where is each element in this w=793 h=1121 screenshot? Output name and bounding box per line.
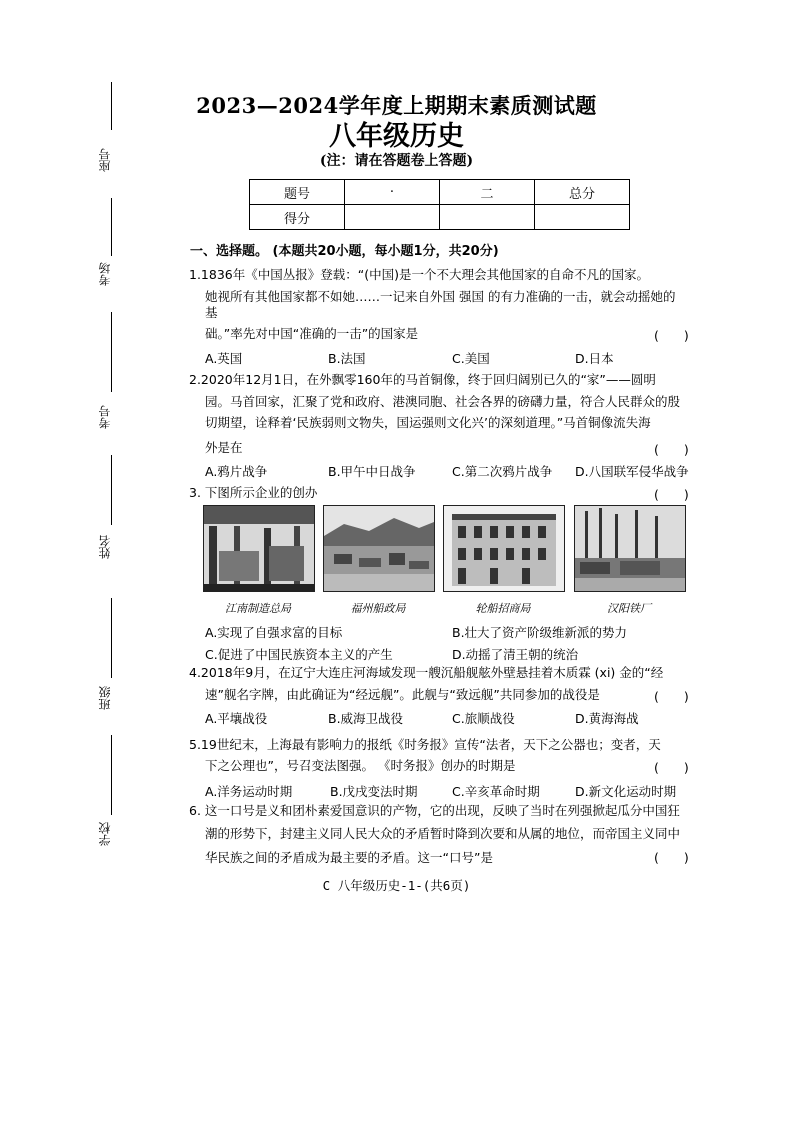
q1-option: B.法国	[328, 351, 366, 366]
score-table-header-row	[250, 180, 630, 205]
q4-option: D.黄海海战	[575, 711, 639, 726]
q3-option: A.实现了自强求富的目标	[205, 625, 343, 640]
score-table-cell: 二	[440, 180, 535, 205]
q6-line: 6. 这一口号是义和团朴素爱国意识的产物，它的出现，反映了当时在列强掀起瓜分中国狂	[189, 803, 680, 818]
margin-line	[111, 312, 112, 392]
answer-paren: ( )	[654, 760, 689, 775]
score-table-blank	[440, 205, 535, 230]
margin-label-name: 姓名	[98, 535, 112, 559]
q1-option: D.日本	[575, 351, 614, 366]
score-table	[249, 179, 630, 230]
q2-line: 外是在	[205, 440, 243, 455]
q1-option: C.美国	[452, 351, 490, 366]
q6-line: 潮的形势下，封建主义同人民大众的矛盾暂时降到次要和从属的地位，而帝国主义同中	[205, 826, 681, 841]
q2-option: D.八国联军侵华战争	[575, 464, 689, 479]
photo-merchants-steam-navigation	[443, 505, 565, 592]
page-footer: C 八年级历史-1-(共6页)	[322, 878, 471, 893]
q5-option: D.新文化运动时期	[575, 784, 677, 799]
q5-option: B.戊戌变法时期	[330, 784, 418, 799]
q5-option: C.辛亥革命时期	[452, 784, 540, 799]
q1-option: A.英国	[205, 351, 243, 366]
photo-caption: 福州船政局	[350, 602, 406, 615]
photo-hanyang-ironworks	[574, 505, 686, 592]
q2-line: 2.2020年12月1日，在外飘零160年的马首铜像，终于回归阔别已久的“家”——圆明	[189, 372, 656, 387]
score-table-blank	[345, 205, 440, 230]
q3-option: C.促进了中国民族资本主义的产生	[205, 647, 393, 662]
photo-caption: 江南制造总局	[225, 602, 291, 615]
q4-option: B.威海卫战役	[328, 711, 404, 726]
photo-jiangnan-arsenal	[203, 505, 315, 592]
q4-line: 速”舰名字牌，由此确证为“经远舰”。此舰与“致远舰”共同参加的战役是	[205, 687, 600, 702]
q4-option: C.旅顺战役	[452, 711, 515, 726]
photo-caption: 汉阳铁厂	[607, 602, 651, 615]
q3-option: D.动摇了清王朝的统治	[452, 647, 579, 662]
margin-label-room: 考场	[98, 262, 112, 286]
margin-label-seat: 座号	[98, 148, 112, 172]
score-table-cell: ·	[345, 180, 440, 205]
section-heading: 一、选择题。 (本题共20小题，每小题1分，共20分)	[190, 244, 499, 259]
q1-line: 基	[205, 305, 218, 320]
answer-paren: ( )	[654, 328, 689, 343]
answer-paren: ( )	[654, 850, 689, 865]
q2-line: 园。马首回家，汇聚了党和政府、港澳同胞、社会各界的磅礴力量，符合人民群众的殷	[205, 394, 681, 409]
q2-line: 切期望，诠释着‘民族弱则文物失，国运强则文化兴’的深刻道理。”马首铜像流失海	[205, 415, 651, 430]
exam-note: (注：请在答题卷上答题)	[319, 153, 474, 169]
margin-label-school: 学校	[98, 822, 112, 846]
q3-option: B.壮大了资产阶级维新派的势力	[452, 625, 628, 640]
answer-paren: ( )	[654, 689, 689, 704]
margin-label-class: 班级	[98, 686, 112, 710]
score-table-score-row	[250, 205, 630, 230]
score-table-cell: 题号	[250, 180, 345, 205]
score-table-blank	[535, 205, 630, 230]
margin-line	[111, 198, 112, 256]
margin-line	[111, 455, 112, 525]
q5-line: 5.19世纪末，上海最有影响力的报纸《时务报》宣传“法者，天下之公器也；变者，天	[189, 737, 661, 752]
q1-line: 础。”率先对中国“准确的一击”的国家是	[205, 326, 419, 341]
answer-paren: ( )	[654, 487, 689, 502]
exam-subject: 八年级历史	[329, 121, 464, 152]
score-table-cell: 总分	[535, 180, 630, 205]
q2-option: C.第二次鸦片战争	[452, 464, 553, 479]
photo-caption: 轮船招商局	[475, 602, 531, 615]
photo-fuzhou-navy-yard	[323, 505, 435, 592]
q2-option: B.甲午中日战争	[328, 464, 416, 479]
margin-line	[111, 598, 112, 678]
q3-line: 3. 下图所示企业的创办	[189, 485, 318, 500]
q6-line: 华民族之间的矛盾成为最主要的矛盾。这一“口号”是	[205, 850, 493, 865]
q5-option: A.洋务运动时期	[205, 784, 293, 799]
exam-title: 2023—2024学年度上期期末素质测试题	[196, 93, 597, 118]
answer-paren: ( )	[654, 442, 689, 457]
score-table-cell: 得分	[250, 205, 345, 230]
margin-line	[111, 735, 112, 815]
q1-line: 她视所有其他国家都不如她……一记来自外国 强国 的有力准确的一击，就会动摇她的	[205, 289, 676, 304]
q2-option: A.鸦片战争	[205, 464, 268, 479]
q1-line: 1.1836年《中国丛报》登载：“(中国)是一个不大理会其他国家的自命不凡的国家。	[189, 267, 649, 282]
q4-line: 4.2018年9月，在辽宁大连庄河海域发现一艘沉船舰舷外壁悬挂着木质霖 (xi) 金的“经	[189, 665, 664, 680]
margin-label-exam-no: 考号	[98, 405, 112, 429]
q4-option: A.平壤战役	[205, 711, 268, 726]
q5-line: 下之公理也”，号召变法图强。 《时务报》创办的时期是	[205, 758, 516, 773]
